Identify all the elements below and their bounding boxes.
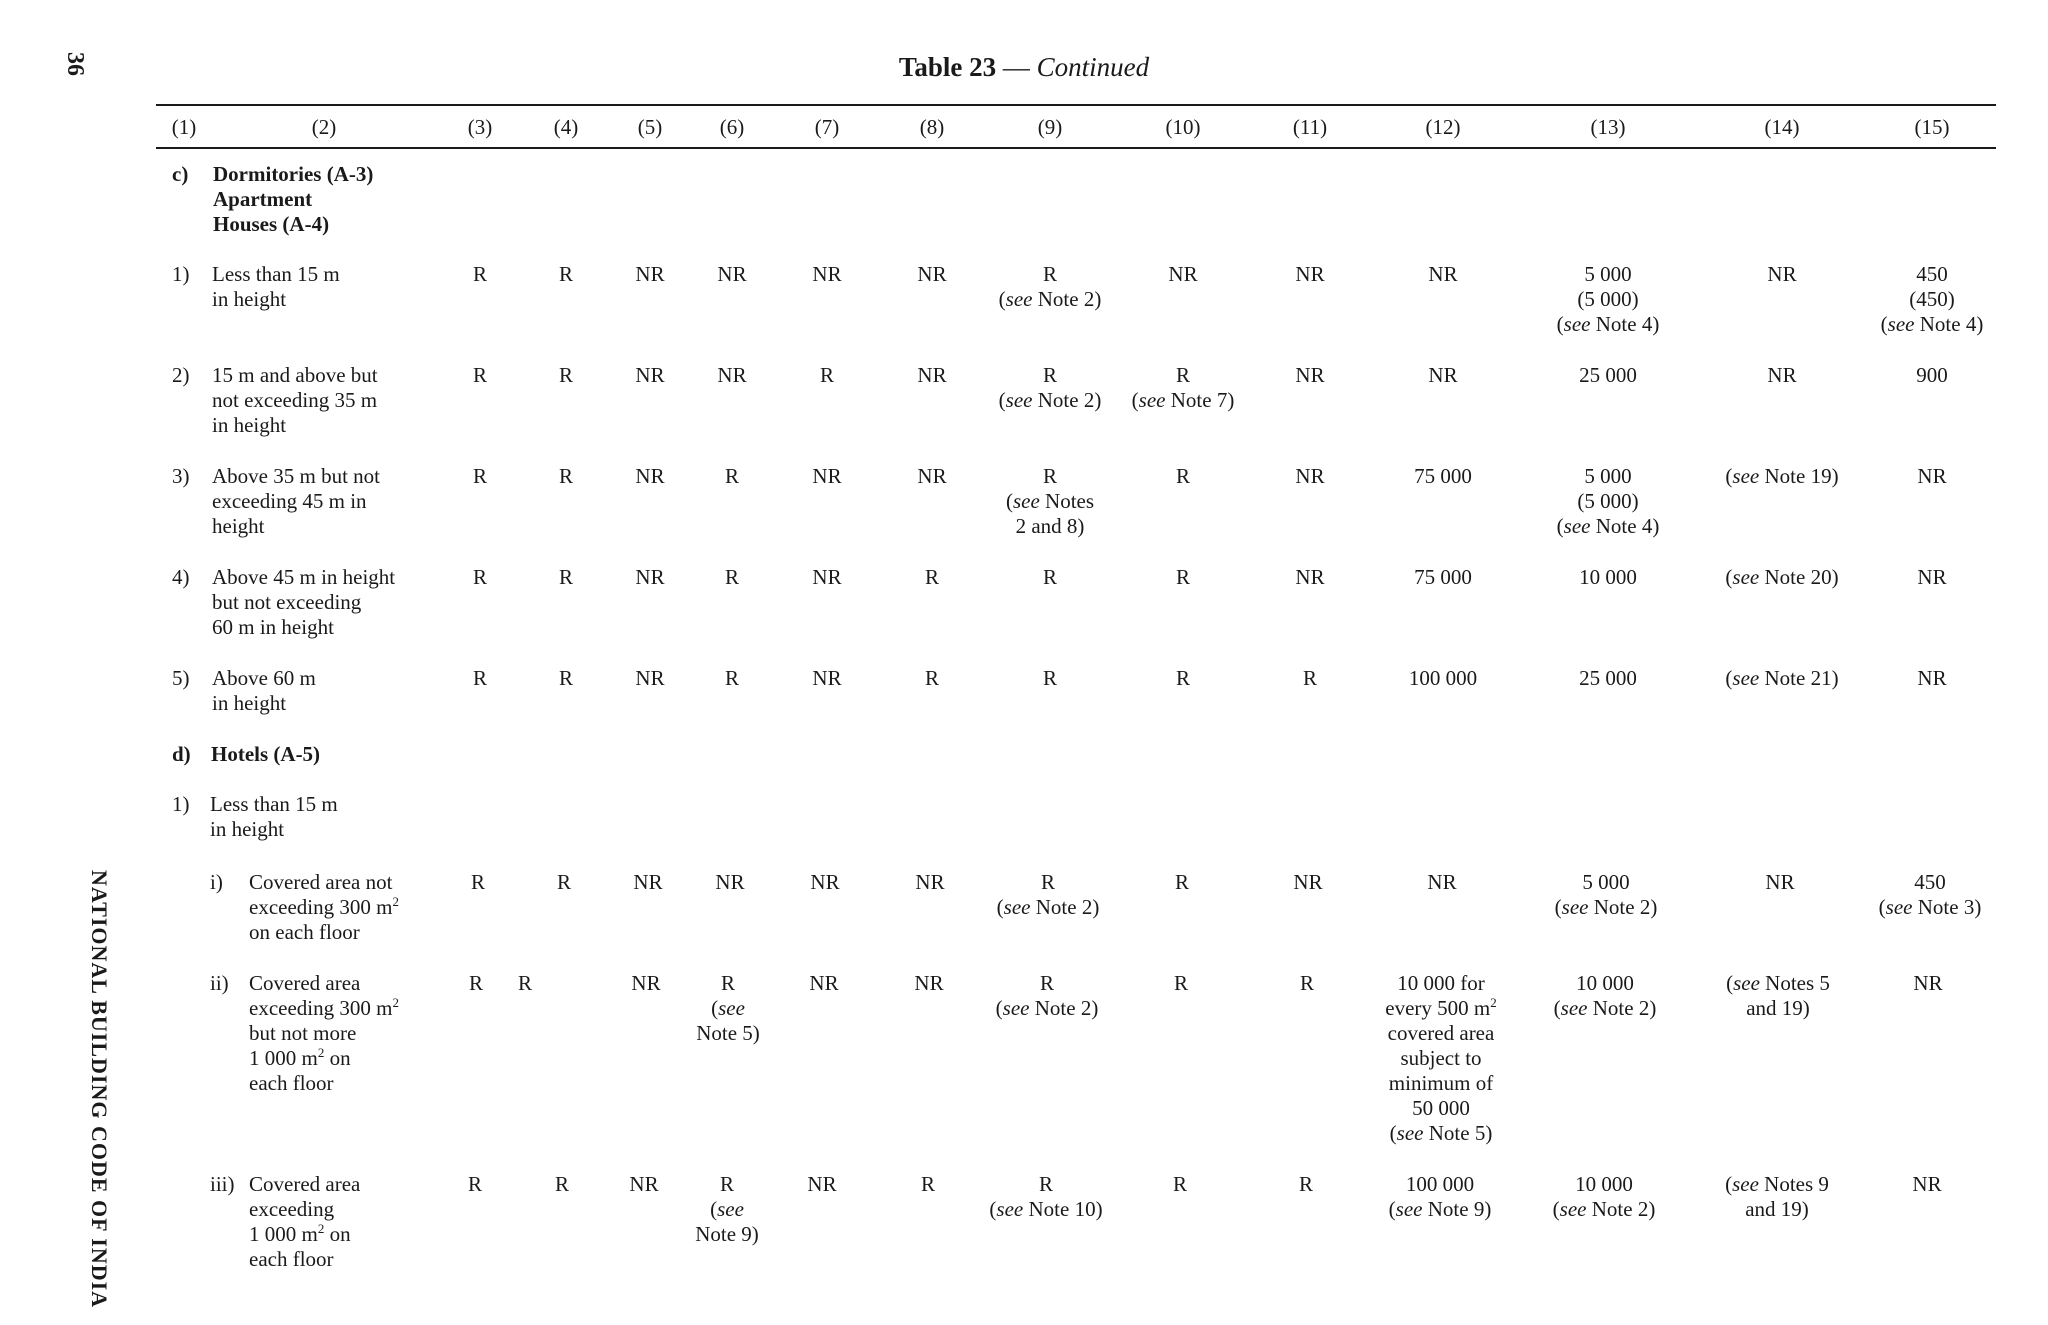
cell-line: 450 [1914, 870, 1946, 894]
cell-col13: 25 000 [1579, 666, 1637, 690]
cell-line: R [719, 1172, 735, 1196]
col-header-2: (2) [311, 115, 337, 139]
cell-text: Note 3) [1912, 895, 1982, 919]
desc-line: Above 60 m [212, 666, 316, 690]
cell-text: Note 2) [1587, 996, 1657, 1020]
cell-col11: NR [1295, 363, 1325, 387]
cell-col5: NR [635, 565, 665, 589]
cell-line: (5 000) [1577, 489, 1639, 513]
see-text: see [1012, 489, 1040, 513]
cell-text: Note 4) [1914, 312, 1984, 336]
cell-col11: NR [1295, 565, 1325, 589]
cell-line: 10 000 for [1397, 971, 1485, 995]
cell-col8: NR [915, 870, 945, 894]
cell-text: Note 9) [1422, 1197, 1492, 1221]
cell-col5: NR [635, 363, 665, 387]
desc-line: in height [212, 691, 287, 715]
cell-line: 10 000 [1575, 1172, 1633, 1196]
cell-col11: R [1302, 666, 1318, 690]
section-label: c) [172, 162, 189, 186]
cell-col12 [1389, 1172, 1492, 1222]
superscript: 2 [392, 995, 399, 1010]
cell-line: (see Note 7) [1131, 388, 1235, 412]
superscript: 2 [317, 1221, 325, 1236]
cell-col6: R [724, 666, 740, 690]
cell-line: (see Note 4) [1556, 312, 1660, 336]
cell-col13: 25 000 [1579, 363, 1637, 387]
see-text: see [1733, 971, 1760, 995]
cell-line: (see Notes 5 [1726, 971, 1830, 995]
cell-col4: R [558, 464, 574, 488]
cell-col11: R [1298, 1172, 1314, 1196]
cell-text: Note 2) [1588, 895, 1658, 919]
cell-line: covered area [1387, 1021, 1495, 1045]
cell-line: (see Note 5) [1389, 1121, 1493, 1145]
desc-line: in height [212, 287, 287, 311]
see-text: see [1559, 1197, 1587, 1221]
cell-text: Note 19) [1759, 464, 1839, 488]
cell-line: (see Note 10) [989, 1197, 1103, 1221]
desc-line: in height [210, 817, 285, 841]
col-header-10: (10) [1165, 115, 1201, 139]
cell-col13 [1557, 464, 1660, 539]
see-text: see [1138, 388, 1166, 412]
cell-col13 [1557, 262, 1660, 337]
cell-col14: NR [1767, 363, 1797, 387]
cell-col8: NR [917, 363, 947, 387]
cell-line: R [1042, 464, 1058, 488]
cell-col15: NR [1913, 971, 1943, 995]
desc-line: each floor [249, 1247, 334, 1271]
desc-line: Covered area not [249, 870, 393, 894]
cell-col13 [1553, 1172, 1656, 1222]
cell-col3: R [472, 666, 488, 690]
cell-col6: NR [717, 262, 747, 286]
desc-text: 1 000 m [249, 1046, 318, 1070]
cell-line: Note 9) [695, 1222, 759, 1246]
cell-line: (see Note 9) [1388, 1197, 1492, 1221]
cell-line: minimum of [1388, 1071, 1494, 1095]
cell-col10: R [1174, 870, 1190, 894]
see-text: see [1732, 565, 1760, 589]
cell-line: (450) [1909, 287, 1955, 311]
cell-col6 [695, 1172, 759, 1247]
col-header-13: (13) [1590, 115, 1626, 139]
cell-col15: NR [1912, 1172, 1942, 1196]
cell-text: Note 2) [1032, 388, 1102, 412]
cell-col5: NR [631, 971, 661, 995]
cell-col6: NR [715, 870, 745, 894]
cell-line: R [1042, 262, 1057, 286]
row-number: 2) [172, 363, 190, 387]
cell-col9 [999, 262, 1102, 312]
row-number: 4) [172, 565, 190, 589]
cell-col13 [1554, 971, 1657, 1021]
cell-line: (see Note 2) [1552, 1197, 1656, 1221]
see-text: see [1732, 666, 1760, 690]
cell-col9 [996, 971, 1099, 1021]
cell-line: R [720, 971, 736, 995]
cell-col7: NR [810, 870, 840, 894]
see-text: see [1005, 388, 1033, 412]
cell-line: (see Note 2) [995, 996, 1099, 1020]
cell-col4: R [517, 971, 533, 995]
desc-line: but not exceeding [212, 590, 362, 614]
see-text: see [718, 996, 745, 1020]
row-description [212, 464, 380, 539]
desc-line: but not more [249, 1021, 357, 1045]
col-header-9: (9) [1037, 115, 1063, 139]
desc-line [249, 1046, 399, 1071]
cell-text: Note 4) [1590, 312, 1660, 336]
superscript: 2 [392, 894, 399, 909]
cell-col15 [1879, 870, 1982, 920]
desc-line: on each floor [249, 920, 360, 944]
row-description [212, 363, 378, 438]
col-header-5: (5) [637, 115, 663, 139]
cell-text: Notes 9 [1758, 1172, 1829, 1196]
row-number: i) [210, 870, 223, 894]
cell-text: Note 20) [1759, 565, 1839, 589]
row-description [212, 666, 316, 716]
cell-line: R [1175, 363, 1190, 387]
section-title: Hotels (A-5) [211, 742, 321, 766]
desc-line: exceeding [249, 1197, 335, 1221]
cell-col6: R [724, 464, 740, 488]
section-title [213, 162, 373, 237]
cell-col5: NR [629, 1172, 659, 1196]
cell-col9 [989, 1172, 1102, 1222]
cell-col14: (see Note 20) [1725, 565, 1839, 589]
row-description [212, 262, 340, 312]
cell-col14: NR [1767, 262, 1797, 286]
cell-line: 10 000 [1576, 971, 1634, 995]
desc-line: in height [212, 413, 287, 437]
desc-line: 60 m in height [212, 615, 334, 639]
section-title-line: Apartment [213, 187, 313, 211]
see-text: see [1003, 895, 1031, 919]
cell-text: Note 2) [1586, 1197, 1656, 1221]
see-text: see [717, 1197, 744, 1221]
cell-col14: (see Note 21) [1725, 666, 1839, 690]
cell-line: 5 000 [1582, 870, 1630, 894]
cell-col5: NR [635, 464, 665, 488]
cell-col14 [1725, 1172, 1829, 1222]
cell-col14 [1726, 971, 1830, 1021]
cell-line: and 19) [1745, 1197, 1809, 1221]
col-header-7: (7) [814, 115, 840, 139]
table-title-dash: — [996, 52, 1037, 82]
cell-col12: NR [1427, 870, 1457, 894]
cell-line: 450 [1916, 262, 1948, 286]
cell-text: Note 4) [1590, 514, 1660, 538]
desc-line: Covered area [249, 1172, 361, 1196]
cell-col3: R [467, 1172, 483, 1196]
cell-col12: 100 000 [1408, 666, 1478, 690]
see-text: see [1887, 312, 1915, 336]
col-header-6: (6) [719, 115, 745, 139]
cell-col3: R [472, 363, 488, 387]
cell-line: (see Note 2) [1554, 895, 1658, 919]
cell-col10 [1132, 363, 1235, 413]
row-number: iii) [210, 1172, 235, 1196]
cell-col4: R [558, 363, 574, 387]
cell-col11: NR [1295, 464, 1325, 488]
cell-line: R [1039, 971, 1054, 995]
row-description [212, 565, 395, 640]
desc-text: exceeding 300 m [249, 996, 393, 1020]
cell-col14: NR [1765, 870, 1795, 894]
see-text: see [1396, 1121, 1424, 1145]
see-text: see [1395, 1197, 1423, 1221]
cell-col10: R [1175, 464, 1191, 488]
row-number: 1) [172, 792, 190, 816]
cell-col15 [1881, 262, 1984, 337]
desc-line: Covered area [249, 971, 361, 995]
row-description [249, 1172, 360, 1272]
desc-line: 15 m and above but [212, 363, 378, 387]
desc-line: each floor [249, 1071, 334, 1095]
cell-line: (see Notes [1005, 489, 1095, 513]
desc-text: 1 000 m [249, 1222, 318, 1246]
cell-line: (5 000) [1577, 287, 1639, 311]
header-rule [156, 147, 1996, 149]
cell-col12: 75 000 [1414, 565, 1472, 589]
col-header-15: (15) [1914, 115, 1950, 139]
desc-line: Less than 15 m [212, 262, 340, 286]
cell-col9: R [1042, 666, 1058, 690]
cell-col15: NR [1917, 666, 1947, 690]
cell-col11: NR [1293, 870, 1323, 894]
cell-col7: NR [807, 1172, 837, 1196]
cell-col7: NR [812, 262, 842, 286]
cell-col5: NR [635, 262, 665, 286]
cell-line: R [1038, 1172, 1053, 1196]
cell-col7: NR [809, 971, 839, 995]
cell-text: Note 7) [1165, 388, 1235, 412]
cell-text: Notes [1039, 489, 1095, 513]
cell-col3: R [470, 870, 486, 894]
see-text: see [996, 1197, 1024, 1221]
cell-text: Note 2) [1032, 287, 1102, 311]
cell-text: Note 5) [1423, 1121, 1493, 1145]
cell-text: Note 21) [1759, 666, 1839, 690]
cell-col14: (see Note 19) [1725, 464, 1839, 488]
cell-line: and 19) [1746, 996, 1810, 1020]
cell-line: 100 000 [1405, 1172, 1475, 1196]
cell-col9 [997, 870, 1100, 920]
section-label: d) [172, 742, 191, 766]
desc-line [249, 895, 399, 920]
page-number: 36 [62, 52, 88, 76]
cell-col5: NR [635, 666, 665, 690]
cell-col4: R [556, 870, 572, 894]
desc-line [249, 996, 399, 1021]
cell-text: Notes 5 [1759, 971, 1830, 995]
table-title-suffix: Continued [1036, 52, 1150, 82]
cell-col15: 900 [1916, 363, 1948, 387]
cell-col3: R [472, 464, 488, 488]
cell-col9 [999, 363, 1102, 413]
cell-col13 [1555, 870, 1658, 920]
cell-line: (see Notes 9 [1725, 1172, 1829, 1196]
desc-line: Above 35 m but not [212, 464, 380, 488]
cell-col13: 10 000 [1579, 565, 1637, 589]
cell-col9: R [1042, 565, 1058, 589]
superscript: 2 [1490, 995, 1497, 1010]
cell-col15: NR [1917, 565, 1947, 589]
row-number: 3) [172, 464, 190, 488]
cell-col6: NR [717, 363, 747, 387]
top-rule [156, 104, 1996, 106]
section-title-line: Houses (A-4) [213, 212, 330, 236]
desc-line [249, 1222, 360, 1247]
cell-col8: R [920, 1172, 936, 1196]
cell-col6 [696, 971, 760, 1046]
cell-line: (see Note 2) [996, 895, 1100, 919]
cell-line: R [1042, 363, 1057, 387]
col-header-4: (4) [553, 115, 579, 139]
cell-col10: R [1175, 565, 1191, 589]
cell-col7: NR [812, 666, 842, 690]
cell-line: (see Note 2) [998, 287, 1102, 311]
cell-col3: R [472, 262, 488, 286]
cell-line: (see Note 3) [1878, 895, 1982, 919]
cell-col7: NR [812, 565, 842, 589]
cell-col10: NR [1168, 262, 1198, 286]
cell-line: 5 000 [1584, 464, 1632, 488]
cell-text: every 500 m [1385, 996, 1491, 1020]
cell-col7: R [819, 363, 835, 387]
cell-col10: R [1173, 971, 1189, 995]
cell-line: (see [710, 1197, 744, 1221]
cell-col6: R [724, 565, 740, 589]
cell-col8: NR [917, 262, 947, 286]
cell-line: R [1040, 870, 1055, 894]
cell-col12: NR [1428, 262, 1458, 286]
cell-col8: R [924, 666, 940, 690]
cell-line: (see Note 4) [1880, 312, 1984, 336]
cell-line: Note 5) [696, 1021, 760, 1045]
desc-line: height [212, 514, 265, 538]
table-title [0, 52, 2048, 83]
cell-col8: NR [917, 464, 947, 488]
cell-col15: NR [1917, 464, 1947, 488]
row-number: 5) [172, 666, 190, 690]
see-text: see [1885, 895, 1913, 919]
cell-col12 [1385, 971, 1496, 1146]
cell-line: 5 000 [1584, 262, 1632, 286]
cell-line: (see Note 4) [1556, 514, 1660, 538]
table-title-main: Table 23 [898, 52, 997, 82]
see-text: see [1563, 514, 1591, 538]
cell-col4: R [558, 262, 574, 286]
desc-line: Above 45 m in height [212, 565, 396, 589]
desc-line: not exceeding 35 m [212, 388, 378, 412]
cell-col4: R [558, 565, 574, 589]
see-text: see [1005, 287, 1033, 311]
row-description [249, 870, 399, 945]
see-text: see [1002, 996, 1030, 1020]
cell-line: 2 and 8) [1015, 514, 1085, 538]
cell-col11: NR [1295, 262, 1325, 286]
col-header-1: (1) [171, 115, 197, 139]
cell-col3: R [472, 565, 488, 589]
cell-col8: R [924, 565, 940, 589]
see-text: see [1732, 1172, 1759, 1196]
side-title: NATIONAL BUILDING CODE OF INDIA [87, 870, 112, 1309]
see-text: see [1560, 996, 1588, 1020]
cell-line: 50 000 [1412, 1096, 1470, 1120]
col-header-3: (3) [467, 115, 493, 139]
cell-col4: R [554, 1172, 570, 1196]
cell-text: Note 2) [1030, 895, 1100, 919]
cell-col10: R [1175, 666, 1191, 690]
cell-col7: NR [812, 464, 842, 488]
see-text: see [1732, 464, 1760, 488]
cell-col12: 75 000 [1414, 464, 1472, 488]
col-header-12: (12) [1425, 115, 1461, 139]
cell-line: (see Note 2) [998, 388, 1102, 412]
col-header-8: (8) [919, 115, 945, 139]
superscript: 2 [317, 1045, 325, 1060]
section-title-line: Dormitories (A-3) [213, 162, 374, 186]
see-text: see [1563, 312, 1591, 336]
cell-line: (see [711, 996, 745, 1020]
see-text: see [1561, 895, 1589, 919]
cell-col11: R [1299, 971, 1315, 995]
row-number: ii) [210, 971, 229, 995]
cell-col9 [1006, 464, 1094, 539]
desc-line: exceeding 45 m in [212, 489, 367, 513]
cell-line: (see Note 2) [1553, 996, 1657, 1020]
desc-text: on [324, 1222, 351, 1246]
cell-col10: R [1172, 1172, 1188, 1196]
cell-col8: NR [914, 971, 944, 995]
desc-line: Less than 15 m [210, 792, 338, 816]
cell-text: Note 10) [1023, 1197, 1103, 1221]
cell-col4: R [558, 666, 574, 690]
row-description [210, 792, 338, 842]
cell-col5: NR [633, 870, 663, 894]
col-header-14: (14) [1764, 115, 1800, 139]
desc-text: exceeding 300 m [249, 895, 393, 919]
cell-text: Note 2) [1029, 996, 1099, 1020]
cell-line: subject to [1400, 1046, 1482, 1070]
cell-col12: NR [1428, 363, 1458, 387]
row-number: 1) [172, 262, 190, 286]
desc-text: on [324, 1046, 351, 1070]
col-header-11: (11) [1292, 115, 1328, 139]
cell-col3: R [468, 971, 484, 995]
row-description [249, 971, 399, 1096]
cell-line [1385, 996, 1496, 1021]
